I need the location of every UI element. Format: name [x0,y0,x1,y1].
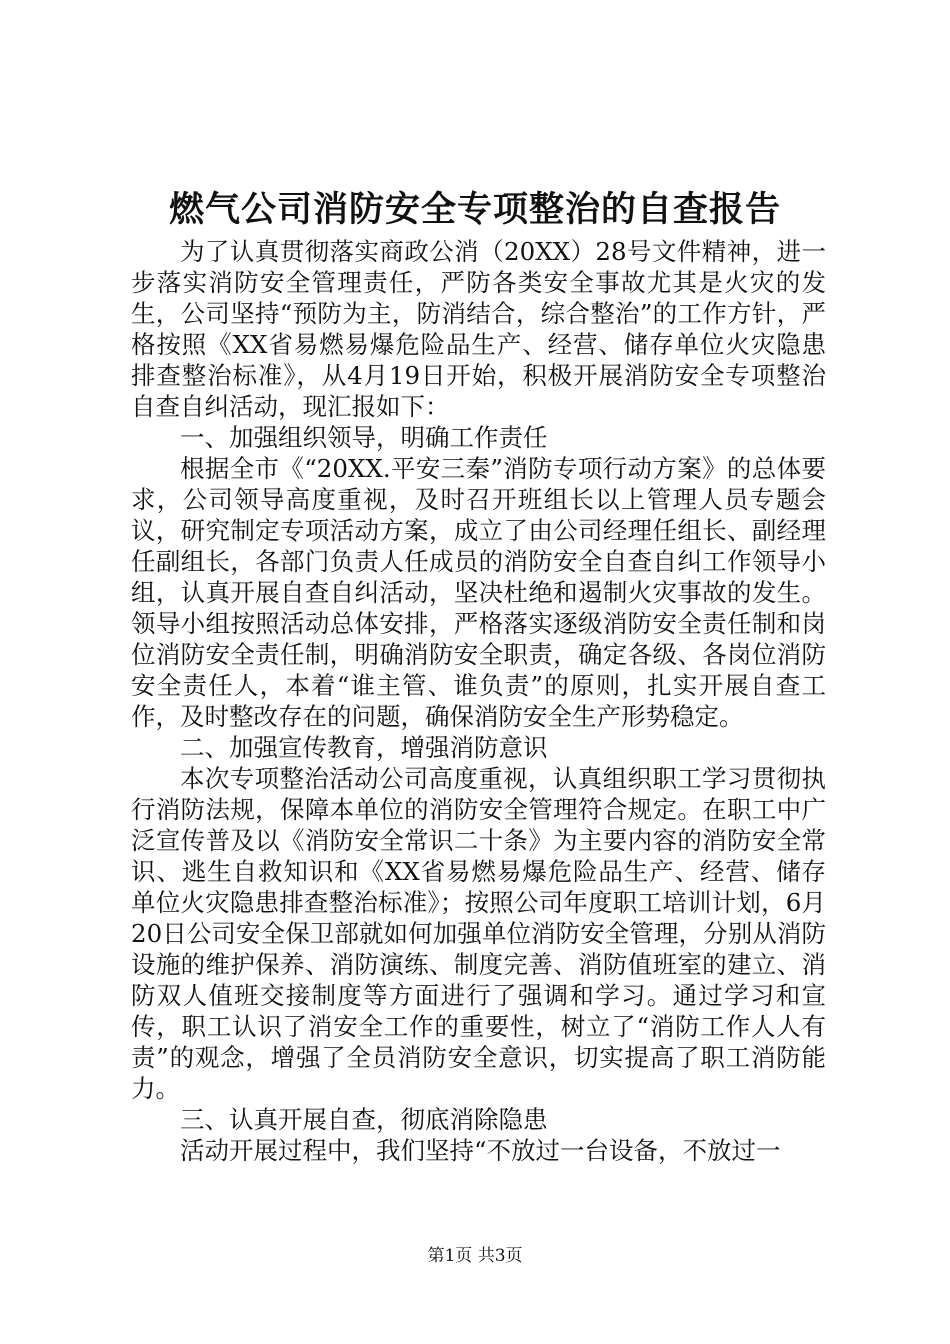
intro-paragraph: 为了认真贯彻落实商政公消（20XX）28号文件精神，进一步落实消防安全管理责任，严防各类安全事故尤其是火灾的发生，公司坚持“预防为主，防消结合，综合整治”的工作方针，严格按照《XX省易燃易爆危险品生产、经营、储存单位火灾隐患排查整治标准》，从4月19日开始，积极开展消防安全专项整治自查自纠活动，现汇报如下： [131,237,826,421]
section-1-paragraph: 根据全市《“20XX.平安三秦”消防专项行动方案》的总体要求，公司领导高度重视，及时召开班组长以上管理人员专题会议，研究制定专项活动方案，成立了由公司经理任组长、副经理任副组长，各部门负责人任成员的消防安全自查自纠工作领导小组，认真开展自查自纠活动，坚决杜绝和遏制火灾事故的发生。领导小组按照活动总体安排，严格落实逐级消防安全责任制和岗位消防安全责任制，明确消防安全职责，确定各级、各岗位消防安全责任人，本着“谁主管、谁负责”的原则，扎实开展自查工作，及时整改存在的问题，确保消防安全生产形势稳定。 [131,454,826,731]
page-footer: 第1页 共3页 [427,1246,523,1266]
document-body [131,236,826,1166]
document-title: 燃气公司消防安全专项整治的自查报告 [168,189,781,230]
section-heading-3: 三、认真开展自查，彻底消除隐患 [180,1105,548,1134]
section-heading-1: 一、加强组织领导，明确工作责任 [180,423,548,452]
section-2-paragraph: 本次专项整治活动公司高度重视，认真组织职工学习贯彻执行消防法规，保障本单位的消防安全管理符合规定。在职工中广泛宣传普及以《消防安全常识二十条》为主要内容的消防安全常识、逃生自救知识和《XX省易燃易爆危险品生产、经营、储存单位火灾隐患排查整治标准》；按照公司年度职工培训计划，6月20日公司安全保卫部就如何加强单位消防安全管理，分别从消防设施的维护保养、消防演练、制度完善、消防值班室的建立、消防双人值班交接制度等方面进行了强调和学习。通过学习和宣传，职工认识了消安全工作的重要性，树立了“消防工作人人有责”的观念，增强了全员消防安全意识，切实提高了职工消防能力。 [131,764,826,1103]
section-3-paragraph: 活动开展过程中，我们坚持“不放过一台设备，不放过一 [180,1136,781,1165]
section-heading-2: 二、加强宣传教育，增强消防意识 [180,733,548,762]
